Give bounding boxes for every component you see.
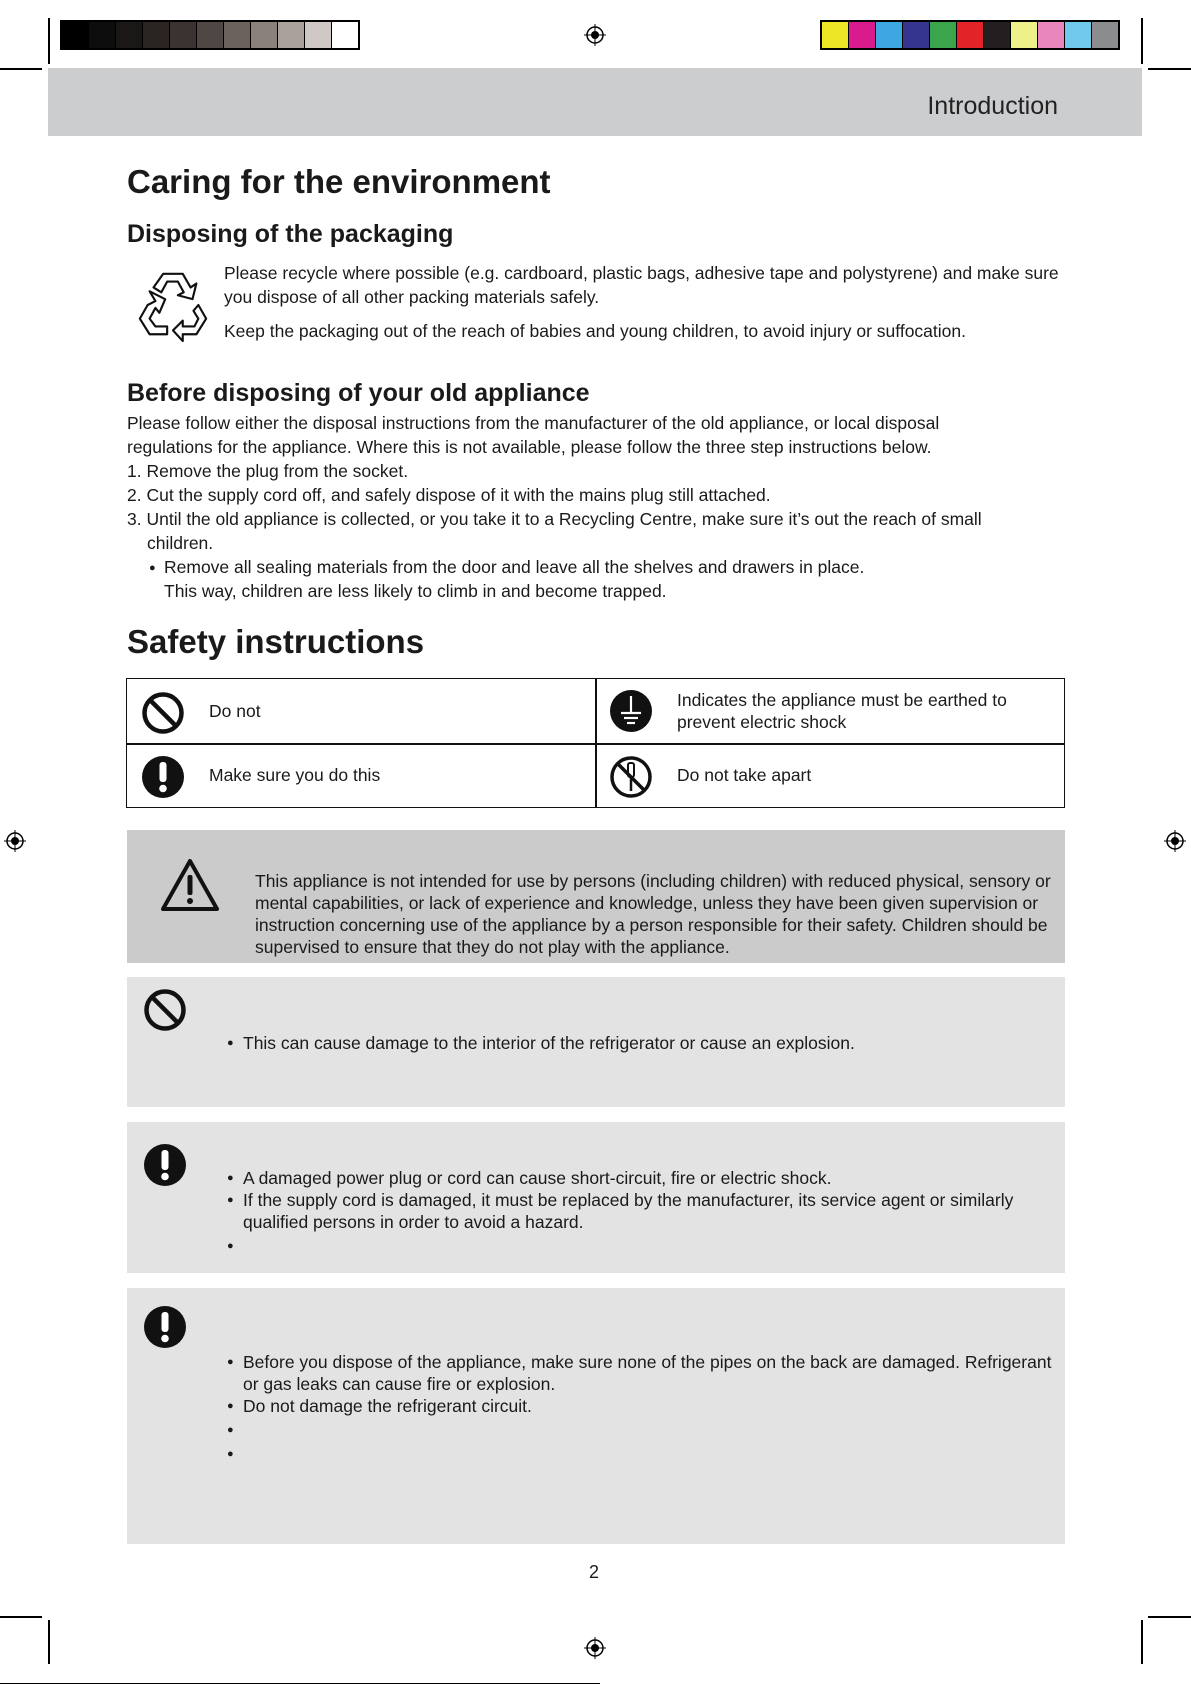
- registration-mark-icon: [4, 830, 26, 852]
- recycle-icon: [134, 266, 212, 344]
- legend-do-not-label: Do not: [209, 701, 261, 721]
- packaging-paragraph-2: Keep the packaging out of the reach of babies and young children, to avoid injury or suffocation.: [224, 321, 966, 341]
- gray-swatch: [197, 22, 224, 48]
- gray-swatch: [278, 22, 305, 48]
- mandatory-action-icon: [143, 1143, 187, 1187]
- gray-swatch: [251, 22, 278, 48]
- section-header-title: Introduction: [927, 92, 1058, 120]
- registration-mark-icon: [584, 24, 606, 46]
- packaging-paragraph-1: Please recycle where possible (e.g. cardboard, plastic bags, adhesive tape and polystyrene) and make sure you dispose of all other packing materials safely.: [224, 263, 1059, 307]
- warning-text: This appliance is not intended for use by persons (including children) with reduced physical, sensory or mental capabilities, or lack of experience and knowledge, unless they have been given supervision or instruction concerning use of the appliance by a person responsible for their safety. Children should be supervised to ensure that they do not play with the appliance.: [255, 871, 1051, 957]
- bullet-item: ● If the supply cord is damaged, it must be replaced by the manufacturer, its service agent or similarly qualified persons in order to avoid a hazard.: [227, 1189, 1057, 1233]
- registration-mark-icon: [1164, 830, 1186, 852]
- mandatory-action-icon: [141, 755, 185, 799]
- gray-swatch: [224, 22, 251, 48]
- sub-bullet-line-2: This way, children are less likely to climb in and become trapped.: [164, 581, 667, 601]
- gray-swatch: [89, 22, 116, 48]
- step-3-line-2: children.: [147, 533, 214, 553]
- color-swatch: [876, 22, 903, 48]
- color-swatch: [984, 22, 1011, 48]
- bullet-item: [227, 1419, 1057, 1441]
- step-1: 1. Remove the plug from the socket.: [127, 461, 409, 481]
- gray-swatch: [116, 22, 143, 48]
- step-3-line-1: 3. Until the old appliance is collected, or you take it to a Recycling Centre, make sure it’s out the reach of small: [127, 509, 982, 529]
- process-color-bar: [820, 20, 1120, 50]
- earth-ground-icon: [609, 689, 653, 733]
- grayscale-color-bar: [60, 20, 360, 50]
- gray-swatch: [170, 22, 197, 48]
- old-appliance-intro-line-1: Please follow either the disposal instructions from the manufacturer of the old appliance, or local disposal: [127, 413, 940, 433]
- gray-swatch: [305, 22, 332, 48]
- color-swatch: [822, 22, 849, 48]
- safety-symbol-legend-table: [126, 678, 1065, 808]
- legend-earthed-label: Indicates the appliance must be earthed to prevent electric shock: [677, 690, 1007, 732]
- sub-bullet-dot: ●: [149, 562, 156, 574]
- prohibited-icon: [141, 691, 185, 735]
- power-cord-bullet-list: [227, 1167, 1057, 1257]
- warning-panel: [127, 830, 1065, 963]
- page-title: Caring for the environment: [127, 163, 551, 200]
- refrigerant-panel: [127, 1288, 1065, 1544]
- bullet-item: ● Before you dispose of the appliance, make sure none of the pipes on the back are damaged. Refrigerant or gas leaks can cause fire or explosion.: [227, 1351, 1057, 1395]
- bullet-item: ● A damaged power plug or cord can cause short-circuit, fire or electric shock.: [227, 1167, 1057, 1189]
- color-swatch: [903, 22, 930, 48]
- color-swatch: [1011, 22, 1038, 48]
- color-swatch: [957, 22, 984, 48]
- safety-title: Safety instructions: [127, 623, 425, 660]
- color-swatch: [930, 22, 957, 48]
- do-not-disassemble-icon: [609, 755, 653, 799]
- refrigerant-bullet-list: [227, 1351, 1057, 1465]
- power-cord-panel: [127, 1122, 1065, 1273]
- color-swatch: [1038, 22, 1065, 48]
- gray-swatch: [62, 22, 89, 48]
- color-swatch: [849, 22, 876, 48]
- prohibited-icon: [143, 988, 187, 1032]
- prohibition-bullet-list: [227, 1032, 1047, 1054]
- bullet-item: ● This can cause damage to the interior of the refrigerator or cause an explosion.: [227, 1032, 1047, 1054]
- color-swatch: [1065, 22, 1092, 48]
- gray-swatch: [332, 22, 358, 48]
- old-appliance-intro-line-2: regulations for the appliance. Where this is not available, please follow the three step instructions below.: [127, 437, 932, 457]
- packaging-heading: Disposing of the packaging: [127, 220, 454, 248]
- legend-make-sure-label: Make sure you do this: [209, 765, 381, 785]
- legend-take-apart-label: Do not take apart: [677, 765, 812, 785]
- page-number: 2: [589, 1562, 600, 1582]
- sub-bullet-line-1: Remove all sealing materials from the door and leave all the shelves and drawers in place.: [164, 557, 865, 577]
- registration-mark-icon: [584, 1637, 606, 1659]
- color-swatch: [1092, 22, 1118, 48]
- prohibition-panel: [127, 977, 1065, 1107]
- step-2: 2. Cut the supply cord off, and safely dispose of it with the mains plug still attached.: [127, 485, 771, 505]
- gray-swatch: [143, 22, 170, 48]
- bullet-item: ● Do not damage the refrigerant circuit.: [227, 1395, 1057, 1417]
- warning-triangle-icon: [160, 858, 220, 912]
- mandatory-action-icon: [143, 1305, 187, 1349]
- old-appliance-heading: Before disposing of your old appliance: [127, 379, 590, 407]
- bullet-item: [227, 1235, 1057, 1257]
- bullet-item: [227, 1443, 1057, 1465]
